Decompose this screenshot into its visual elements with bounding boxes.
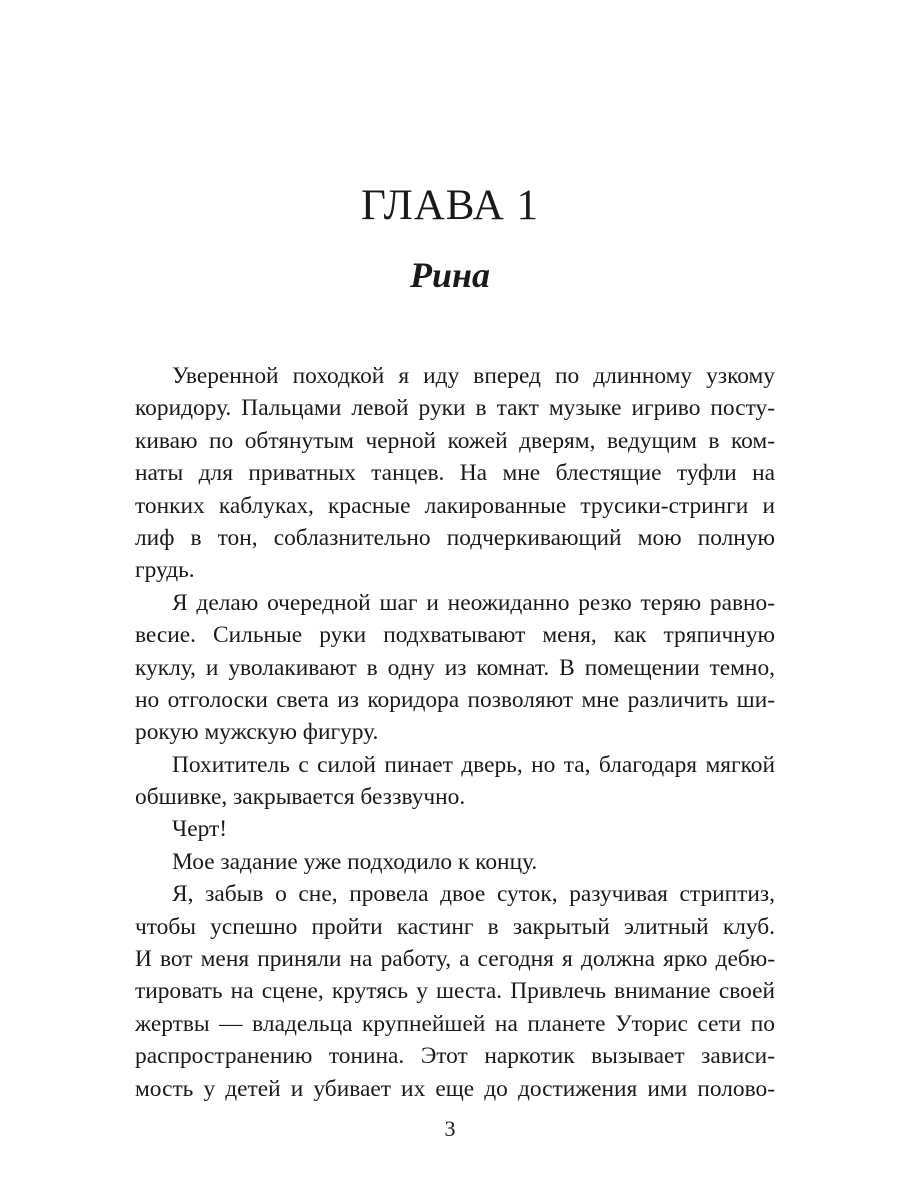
text-line: куклу, и уволакивают в одну из комнат. В помещении темно, bbox=[135, 654, 775, 681]
text-line: грудь. bbox=[135, 557, 195, 584]
chapter-subtitle: Рина bbox=[410, 255, 490, 295]
text-line: чтобы успешно пройти кастинг в закрытый элитный клуб. bbox=[135, 913, 775, 940]
text-line: Мое задание уже подходило к концу. bbox=[172, 848, 538, 875]
text-line: Черт! bbox=[172, 816, 227, 843]
text-line: Уверенной походкой я иду вперед по длинному узкому bbox=[172, 363, 775, 389]
text-line: распространению тонина. Этот наркотик вызывает зависи- bbox=[135, 1043, 775, 1070]
page-number: 3 bbox=[444, 1116, 456, 1141]
text-line: Я, забыв о сне, провела двое суток, разучивая стриптиз, bbox=[172, 881, 775, 908]
text-line: жертвы — владельца крупнейшей на планете Уторис сети по bbox=[135, 1010, 775, 1037]
text-line: лиф в тон, соблазнительно подчеркивающий мою полную bbox=[135, 524, 775, 551]
text-line: мость у детей и убивает их еще до достижения ими полово- bbox=[135, 1075, 775, 1102]
text-line: обшивке, закрывается беззвучно. bbox=[135, 784, 466, 811]
chapter-title: ГЛАВА 1 bbox=[360, 182, 540, 229]
body-text bbox=[135, 360, 775, 1105]
text-line: тонких каблуках, красные лакированные трусики-стринги и bbox=[135, 492, 775, 519]
text-line: рокую мужскую фигуру. bbox=[135, 719, 379, 746]
text-line: коридору. Пальцами левой руки в такт музыке игриво посту- bbox=[135, 395, 775, 422]
text-line: Похититель с силой пинает дверь, но та, благодаря мягкой bbox=[172, 751, 775, 778]
text-line: тировать на сцене, крутясь у шеста. Привлечь внимание своей bbox=[135, 978, 775, 1005]
text-line: весие. Сильные руки подхватывают меня, как тряпичную bbox=[135, 622, 775, 649]
text-line: И вот меня приняли на работу, а сегодня я должна ярко дебю- bbox=[135, 946, 775, 973]
text-line: Я делаю очередной шаг и неожиданно резко теряю равно- bbox=[172, 589, 775, 616]
text-line: киваю по обтянутым черной кожей дверям, ведущим в ком- bbox=[135, 427, 775, 454]
text-line: но отголоски света из коридора позволяют мне различить ши- bbox=[135, 686, 775, 713]
text-line: наты для приватных танцев. На мне блестящие туфли на bbox=[135, 460, 775, 487]
